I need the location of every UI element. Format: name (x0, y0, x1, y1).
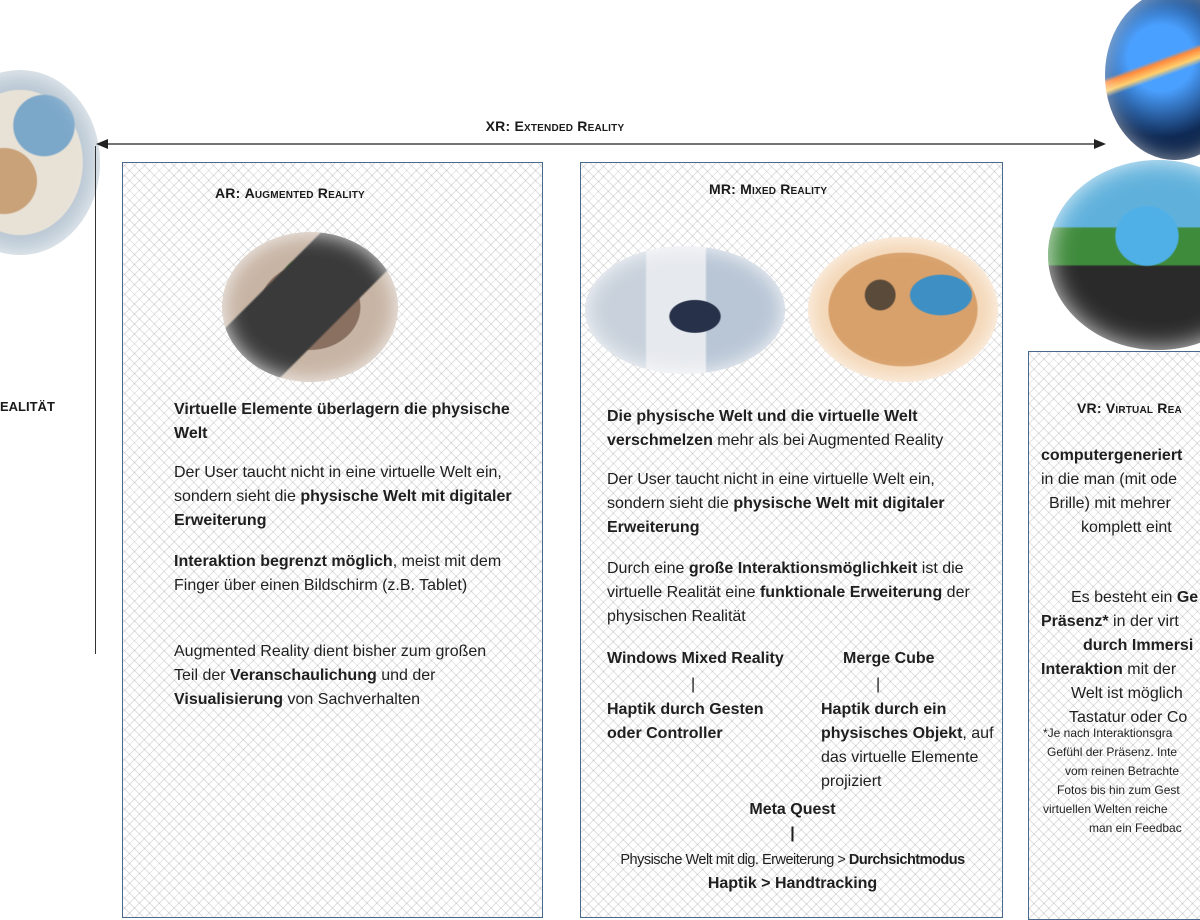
ar-paragraph-1: Virtuelle Elemente überlagern die physische Welt (174, 401, 510, 442)
mr-col1-text: Haptik durch Gesten oder Controller (607, 701, 764, 742)
photo-ar-model (222, 232, 398, 382)
mr-col1-title: Windows Mixed Reality (607, 650, 784, 667)
mr-meta-pipe: | (790, 825, 795, 842)
mr-paragraph-1: Die physische Welt und die virtuelle Welt verschmelzen mehr als bei Augmented Reality (607, 408, 944, 449)
mr-meta-line1: Physische Welt mit dig. Erweiterung > Durchsichtmodus (620, 852, 965, 868)
ar-paragraph-2: Der User taucht nicht in eine virtuelle Welt ein, sondern sieht die physische Welt mit digitaler Erweiterung (174, 464, 512, 529)
mr-col2-text: Haptik durch ein physisches Objekt, auf das virtuelle Elemente projiziert (821, 701, 994, 790)
mr-meta-line2: Haptik > Handtracking (707, 875, 878, 892)
vr-title: VR: Virtual Rea (1077, 400, 1182, 416)
mr-meta-title: Meta Quest (749, 801, 836, 818)
xr-extended-reality-label: XR: Extended Reality (485, 118, 625, 134)
photo-mr-merge-cube (808, 237, 998, 382)
reality-label: EALITÄT (0, 399, 55, 414)
vr-paragraph-2: Es besteht ein Ge Präsenz* in der virt durch Immersi Interaktion mit der Welt ist möglich Tastatur oder Co (1041, 589, 1199, 726)
ar-paragraph-4: Augmented Reality dient bisher zum großen Teil der Veranschaulichung und der Visualisierung von Sachverhalten (174, 643, 487, 708)
left-divider-line (95, 146, 96, 654)
mr-col1-pipe: | (691, 676, 696, 693)
vr-panel (1028, 351, 1200, 920)
mr-col2-title: Merge Cube (843, 650, 935, 667)
photo-vr-laptop-game (1048, 160, 1200, 350)
mr-title: MR: Mixed Reality (709, 181, 828, 197)
mr-col2-pipe: | (876, 676, 881, 693)
ar-paragraph-3: Interaktion begrenzt möglich, meist mit dem Finger über einen Bildschirm (z.B. Tablet) (174, 553, 502, 594)
photo-ar-map-hand (0, 70, 100, 255)
mr-paragraph-2: Der User taucht nicht in eine virtuelle Welt ein, sondern sieht die physische Welt mit digitaler Erweiterung (607, 471, 945, 536)
vr-footnote: *Je nach Interaktionsgra Gefühl der Präsenz. Inte vom reinen Betrachte Fotos bis hin zum Gest virtuellen Welten reiche man ein Feedbac (1043, 726, 1182, 835)
vr-paragraph-1: computergeneriert in die man (mit ode Brille) mit mehrer komplett eint (1041, 447, 1183, 536)
photo-vr-lightsaber (1105, 0, 1200, 160)
ar-title: AR: Augmented Reality (215, 185, 365, 201)
mr-paragraph-3: Durch eine große Interaktionsmöglichkeit ist die virtuelle Realität eine funktionale Erweiterung der physischen Realität (607, 560, 970, 625)
photo-mr-headset-user (585, 246, 785, 374)
double-headed-arrow-icon (96, 136, 1106, 152)
